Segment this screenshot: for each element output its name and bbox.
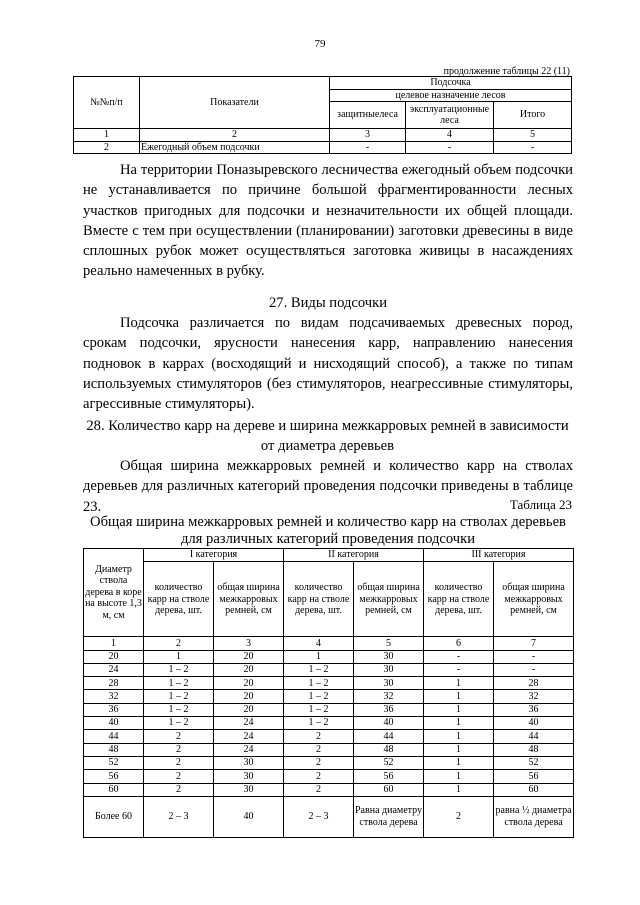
col-header-group: Подсочка — [330, 77, 572, 90]
table-cell: 44 — [354, 730, 424, 743]
col-header-indicator: Показатели — [140, 77, 330, 129]
table-cell: 40 — [214, 796, 284, 837]
table-cell: 30 — [214, 756, 284, 769]
table-row — [84, 796, 574, 837]
table-cell: 1 — [424, 703, 494, 716]
table-cell: 2 — [144, 770, 214, 783]
table-cell: 56 — [84, 770, 144, 783]
table-cell: 30 — [214, 770, 284, 783]
table-cell: 30 — [214, 783, 284, 796]
col-header-width: общая ширина межкарровых ремней, см — [214, 562, 284, 637]
table-cell: 1 — [144, 650, 214, 663]
table-cell: 1 — [74, 129, 140, 142]
table-cell: 2 — [144, 637, 214, 650]
table-cell: 60 — [494, 783, 574, 796]
table-cell: 2 — [144, 756, 214, 769]
table-cell: Более 60 — [84, 796, 144, 837]
table-cell: 40 — [84, 717, 144, 730]
table-cell: 5 — [354, 637, 424, 650]
table-cell: 1 — [424, 783, 494, 796]
table-cell: 48 — [354, 743, 424, 756]
table-row — [84, 770, 574, 783]
table-cell: 2 — [284, 756, 354, 769]
col-header-category-3: III категория — [424, 549, 574, 562]
table-cell: 28 — [494, 677, 574, 690]
table-cell: 4 — [406, 129, 494, 142]
table-row — [74, 129, 572, 142]
table-cell: 1 – 2 — [144, 690, 214, 703]
table-cell: 1 — [424, 690, 494, 703]
table-cell: 1 – 2 — [284, 663, 354, 676]
table-label: Таблица 23 — [509, 497, 572, 512]
table-cell: Ежегодный объем подсочки — [140, 141, 330, 154]
table-row — [84, 650, 574, 663]
table-cell: - — [494, 650, 574, 663]
table-cell: 30 — [354, 663, 424, 676]
col-header-exploitation: эксплуатационные леса — [406, 102, 494, 129]
table-cell: 3 — [330, 129, 406, 142]
table-cell: 1 – 2 — [144, 663, 214, 676]
paragraph-table-intro — [83, 456, 573, 517]
table-cell: 20 — [214, 677, 284, 690]
table-caption: Общая ширина межкарровых ремней и количество карр на стволах деревьев для различных категорий проведения подсочки — [90, 514, 566, 547]
table-cell: - — [494, 141, 572, 154]
page-number: 79 — [314, 38, 326, 50]
table-row — [84, 743, 574, 756]
table-cell: 1 – 2 — [284, 677, 354, 690]
table-cell: 36 — [354, 703, 424, 716]
table-cell: 1 — [424, 770, 494, 783]
table-cell: 1 – 2 — [284, 703, 354, 716]
table-cell: 2 – 3 — [284, 796, 354, 837]
table-cell: - — [424, 650, 494, 663]
paragraph-text: На территории Поназыревского лесничества ежегодный объем подсочки не устанавливается по причине большой фрагментированности лесных участков пригодных для подсочки и незначительности их общей площади. Вместе с тем при осуществлении (планировании) заготовки древесины в виде сплошных рубок может осуществляться заготовка живицы в насаждениях реально намеченных в рубку. — [83, 162, 573, 280]
paragraph-tapping-types — [83, 313, 573, 414]
table-cell: 20 — [214, 703, 284, 716]
col-header-count: количество карр на стволе дерева, шт. — [144, 562, 214, 637]
table-cell: 56 — [494, 770, 574, 783]
table-cell: 6 — [424, 637, 494, 650]
table-cell: равна ½ диаметра ствола дерева — [494, 796, 574, 837]
table-cell: - — [330, 141, 406, 154]
table-cell: 2 — [144, 783, 214, 796]
table-cell: 32 — [494, 690, 574, 703]
table-cell: - — [406, 141, 494, 154]
col-header-count: количество карр на стволе дерева, шт. — [424, 562, 494, 637]
table-cell: 20 — [214, 690, 284, 703]
table-cell: 52 — [84, 756, 144, 769]
table-row — [84, 717, 574, 730]
table-cell: 44 — [494, 730, 574, 743]
table-cell: 20 — [214, 650, 284, 663]
col-header-category-2: II категория — [284, 549, 424, 562]
table-cell: - — [424, 663, 494, 676]
table-row — [84, 783, 574, 796]
table-cell: 24 — [214, 730, 284, 743]
table-cell: 1 – 2 — [144, 703, 214, 716]
table-cell: 36 — [84, 703, 144, 716]
paragraph-text: Общая ширина межкарровых ремней и количество карр на стволах деревьев для различных категорий проведения подсочки приведены в таблице 23. — [83, 458, 573, 515]
table-cell: 60 — [84, 783, 144, 796]
table-cell: 1 – 2 — [144, 677, 214, 690]
table-cell: 1 – 2 — [284, 717, 354, 730]
table-cell: 3 — [214, 637, 284, 650]
table-cell: 1 — [84, 637, 144, 650]
table-cell: 1 – 2 — [144, 717, 214, 730]
table-cell: 2 — [284, 783, 354, 796]
col-header-number: №№п/п — [74, 77, 140, 129]
table-cell: 2 — [74, 141, 140, 154]
table-row — [84, 703, 574, 716]
table-row — [84, 637, 574, 650]
table-cell: 52 — [354, 756, 424, 769]
table-cell: 2 — [144, 730, 214, 743]
col-header-diameter: Диаметр ствола дерева в коре на высоте 1,3 м, см — [84, 549, 144, 637]
table-cell: 24 — [84, 663, 144, 676]
table-cell: 32 — [354, 690, 424, 703]
table-row — [74, 141, 572, 154]
table-cell: 1 — [424, 730, 494, 743]
table-cell: 1 — [284, 650, 354, 663]
col-header-subgroup: целевое назначение лесов — [330, 89, 572, 102]
table-cell: 56 — [354, 770, 424, 783]
table-cell: 40 — [354, 717, 424, 730]
table-cell: 48 — [84, 743, 144, 756]
table-cell: Равна диаметру ствола дерева — [354, 796, 424, 837]
table-cell: 52 — [494, 756, 574, 769]
table-row — [84, 730, 574, 743]
table-cell: 20 — [84, 650, 144, 663]
table-cell: 60 — [354, 783, 424, 796]
table-cell: 28 — [84, 677, 144, 690]
logging-table — [73, 76, 572, 154]
table-cell: 2 — [284, 770, 354, 783]
table-cell: 5 — [494, 129, 572, 142]
paragraph-annual-volume — [83, 160, 573, 282]
col-header-category-1: I категория — [144, 549, 284, 562]
table-cell: 1 – 2 — [284, 690, 354, 703]
paragraph-text: Подсочка различается по видам подсачиваемых древесных пород, срокам подсочки, ярусности нанесения карр, направлению нанесения подновок в каррах (восходящий и нисходящий способ), а также по типам используемых стимуляторов (без стимуляторов, неагрессивные стимуляторы, агрессивные стимуляторы). — [83, 315, 573, 413]
table-cell: 7 — [494, 637, 574, 650]
table-row — [84, 677, 574, 690]
table-cell: 2 — [140, 129, 330, 142]
col-header-total: Итого — [494, 102, 572, 129]
col-header-width: общая ширина межкарровых ремней, см — [494, 562, 574, 637]
table-cell: 44 — [84, 730, 144, 743]
carr-width-table — [83, 548, 574, 838]
table-cell: 30 — [354, 650, 424, 663]
table-row — [84, 690, 574, 703]
table-cell: 40 — [494, 717, 574, 730]
section-28-title: 28. Количество карр на дереве и ширина межкарровых ремней в зависимости от диаметра деревьев — [86, 418, 569, 455]
col-header-count: количество карр на стволе дерева, шт. — [284, 562, 354, 637]
table-cell: 32 — [84, 690, 144, 703]
table-cell: 1 — [424, 743, 494, 756]
table-cell: 48 — [494, 743, 574, 756]
table-row — [84, 756, 574, 769]
table-cell: 1 — [424, 717, 494, 730]
table-cell: 2 — [284, 743, 354, 756]
table-cell: 1 — [424, 756, 494, 769]
section-27-title: 27. Виды подсочки — [268, 295, 388, 311]
table-cell: 24 — [214, 717, 284, 730]
table-cell: 2 — [284, 730, 354, 743]
table-cell: 36 — [494, 703, 574, 716]
col-header-protective: защитныелеса — [330, 102, 406, 129]
col-header-width: общая ширина межкарровых ремней, см — [354, 562, 424, 637]
table-cell: - — [494, 663, 574, 676]
table-cell: 30 — [354, 677, 424, 690]
table-cell: 2 — [424, 796, 494, 837]
table-cell: 2 — [144, 743, 214, 756]
table-cell: 4 — [284, 637, 354, 650]
table-continuation-label: продолжение таблицы 22 (11) — [443, 66, 570, 77]
table-cell: 2 – 3 — [144, 796, 214, 837]
table-cell: 24 — [214, 743, 284, 756]
table-cell: 1 — [424, 677, 494, 690]
table-cell: 20 — [214, 663, 284, 676]
table-row — [84, 663, 574, 676]
